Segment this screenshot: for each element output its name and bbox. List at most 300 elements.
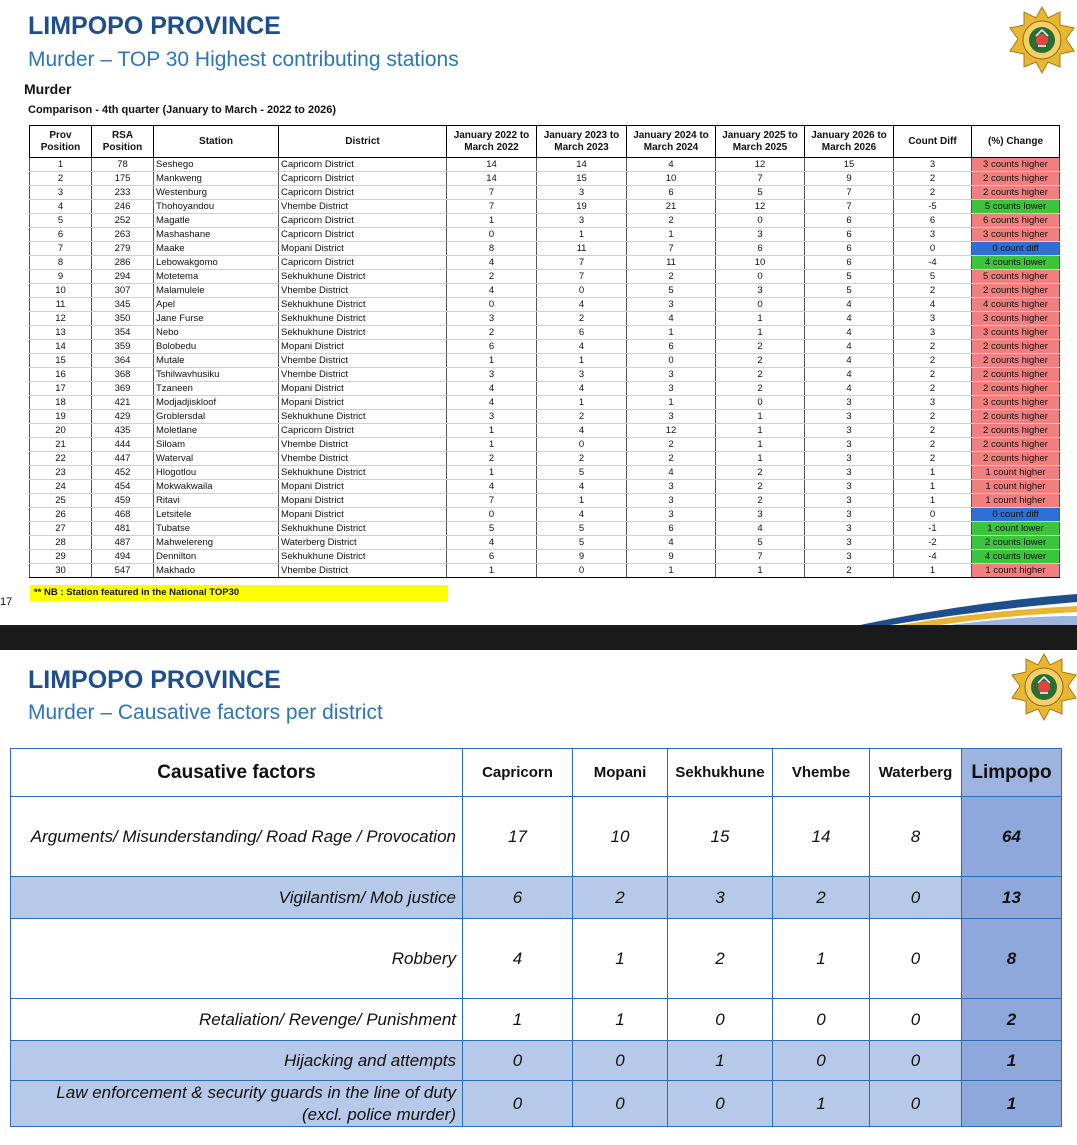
- station-row: [30, 452, 1060, 466]
- table-cell: 4: [627, 466, 716, 480]
- table-cell: 5: [30, 214, 92, 228]
- table-cell: Sekhukhune District: [279, 312, 447, 326]
- table-cell: 2 counts higher: [972, 452, 1060, 466]
- table-cell: 2: [716, 480, 805, 494]
- table-cell: 14: [30, 340, 92, 354]
- table-cell: 1: [447, 466, 537, 480]
- table-cell: Magatle: [154, 214, 279, 228]
- district-value: 1: [463, 999, 573, 1041]
- table-cell: 1: [716, 564, 805, 578]
- table-cell: 7: [716, 172, 805, 186]
- district-value: 2: [773, 877, 870, 919]
- station-row: [30, 256, 1060, 270]
- table-cell: 5: [716, 536, 805, 550]
- table-cell: 3: [627, 382, 716, 396]
- top30-header-row: [30, 126, 1060, 158]
- table-cell: Vhembe District: [279, 368, 447, 382]
- district-value: 0: [870, 999, 962, 1041]
- table-cell: 252: [92, 214, 154, 228]
- table-cell: 444: [92, 438, 154, 452]
- table-cell: Lebowakgomo: [154, 256, 279, 270]
- table-cell: 1: [537, 396, 627, 410]
- table-cell: 369: [92, 382, 154, 396]
- table-cell: 4: [805, 382, 894, 396]
- table-cell: 2 counts higher: [972, 382, 1060, 396]
- table-cell: 11: [627, 256, 716, 270]
- table-cell: 3 counts higher: [972, 326, 1060, 340]
- table-cell: 3: [805, 494, 894, 508]
- table-cell: 0: [447, 508, 537, 522]
- col-header: Mopani: [573, 749, 668, 797]
- table-cell: 10: [627, 172, 716, 186]
- table-cell: Capricorn District: [279, 214, 447, 228]
- table-cell: Vhembe District: [279, 452, 447, 466]
- table-cell: 2: [716, 340, 805, 354]
- station-row: [30, 480, 1060, 494]
- table-cell: 2 counts higher: [972, 354, 1060, 368]
- district-value: 17: [463, 797, 573, 877]
- table-cell: 3 counts higher: [972, 228, 1060, 242]
- table-cell: 4 counts lower: [972, 550, 1060, 564]
- table-cell: 3: [716, 508, 805, 522]
- table-cell: Mopani District: [279, 340, 447, 354]
- table-cell: 4: [805, 312, 894, 326]
- table-cell: 2 counts higher: [972, 172, 1060, 186]
- table-cell: 246: [92, 200, 154, 214]
- district-value: 15: [668, 797, 773, 877]
- table-cell: 3: [627, 410, 716, 424]
- station-row: [30, 158, 1060, 172]
- district-value: 0: [870, 1081, 962, 1127]
- table-cell: 0: [447, 228, 537, 242]
- table-cell: 2: [716, 354, 805, 368]
- table-cell: 8: [447, 242, 537, 256]
- col-header: Limpopo: [962, 749, 1062, 797]
- col-header: Causative factors: [11, 749, 463, 797]
- table-cell: 2: [894, 382, 972, 396]
- table-cell: Vhembe District: [279, 200, 447, 214]
- station-row: [30, 172, 1060, 186]
- table-cell: 5: [537, 466, 627, 480]
- table-cell: -4: [894, 550, 972, 564]
- table-cell: Jane Furse: [154, 312, 279, 326]
- table-cell: Mahwelereng: [154, 536, 279, 550]
- station-row: [30, 368, 1060, 382]
- station-row: [30, 228, 1060, 242]
- table-cell: Dennilton: [154, 550, 279, 564]
- table-cell: 3: [627, 480, 716, 494]
- decorative-swoosh: [860, 580, 1077, 625]
- table-cell: Sekhukhune District: [279, 326, 447, 340]
- table-cell: 6: [805, 256, 894, 270]
- table-cell: 2: [894, 438, 972, 452]
- table-cell: Mutale: [154, 354, 279, 368]
- table-cell: 279: [92, 242, 154, 256]
- table-cell: Mopani District: [279, 242, 447, 256]
- table-cell: Vhembe District: [279, 438, 447, 452]
- district-value: 1: [773, 919, 870, 999]
- table-cell: Vhembe District: [279, 354, 447, 368]
- district-value: 0: [573, 1081, 668, 1127]
- page-number: 17: [0, 596, 13, 608]
- table-cell: 6: [805, 242, 894, 256]
- table-cell: 25: [30, 494, 92, 508]
- table-cell: 3: [805, 424, 894, 438]
- table-cell: Mopani District: [279, 494, 447, 508]
- table-cell: 2: [805, 564, 894, 578]
- col-header: Station: [154, 126, 279, 158]
- table-cell: 286: [92, 256, 154, 270]
- table-cell: 1: [447, 438, 537, 452]
- col-header: Capricorn: [463, 749, 573, 797]
- table-cell: Sekhukhune District: [279, 298, 447, 312]
- table-cell: 3: [447, 368, 537, 382]
- factor-label: Arguments/ Misunderstanding/ Road Rage / Provocation: [11, 797, 463, 877]
- col-header: (%) Change: [972, 126, 1060, 158]
- table-cell: 3: [447, 410, 537, 424]
- table-cell: 0: [627, 354, 716, 368]
- limpopo-total: 2: [962, 999, 1062, 1041]
- table-cell: 459: [92, 494, 154, 508]
- table-cell: Letsitele: [154, 508, 279, 522]
- top30-table: [29, 125, 1060, 578]
- table-cell: 421: [92, 396, 154, 410]
- table-cell: 3: [537, 214, 627, 228]
- table-cell: 263: [92, 228, 154, 242]
- table-cell: 175: [92, 172, 154, 186]
- col-header: Count Diff: [894, 126, 972, 158]
- district-value: 1: [773, 1081, 870, 1127]
- factor-label: Robbery: [11, 919, 463, 999]
- table-cell: Makhado: [154, 564, 279, 578]
- table-cell: 0 count diff: [972, 508, 1060, 522]
- station-row: [30, 508, 1060, 522]
- table-cell: 7: [627, 242, 716, 256]
- table-cell: 2: [894, 340, 972, 354]
- table-cell: 4: [805, 340, 894, 354]
- table-cell: 6: [447, 340, 537, 354]
- station-row: [30, 312, 1060, 326]
- table-cell: 6: [894, 214, 972, 228]
- table-cell: 1: [894, 564, 972, 578]
- table-cell: 19: [30, 410, 92, 424]
- table-cell: 4: [537, 298, 627, 312]
- table-cell: 2 counts lower: [972, 536, 1060, 550]
- station-row: [30, 214, 1060, 228]
- table-cell: 5 counts higher: [972, 270, 1060, 284]
- table-cell: 2: [716, 466, 805, 480]
- table-cell: 0: [894, 242, 972, 256]
- table-cell: Bolobedu: [154, 340, 279, 354]
- table-cell: 11: [30, 298, 92, 312]
- table-cell: 3: [805, 508, 894, 522]
- district-value: 4: [463, 919, 573, 999]
- table-cell: 452: [92, 466, 154, 480]
- table-cell: 15: [537, 172, 627, 186]
- table-cell: 0: [447, 298, 537, 312]
- table-cell: 10: [716, 256, 805, 270]
- table-cell: 4: [447, 382, 537, 396]
- table-cell: 3: [30, 186, 92, 200]
- table-cell: 5: [805, 270, 894, 284]
- table-cell: 7: [716, 550, 805, 564]
- table-cell: 354: [92, 326, 154, 340]
- table-cell: 3: [627, 298, 716, 312]
- table-cell: 0 count diff: [972, 242, 1060, 256]
- table-cell: 3: [805, 466, 894, 480]
- table-cell: Hlogotlou: [154, 466, 279, 480]
- table-cell: 3: [805, 550, 894, 564]
- table-cell: 4: [805, 354, 894, 368]
- table-cell: 2: [716, 368, 805, 382]
- table-cell: 2 counts higher: [972, 340, 1060, 354]
- limpopo-total: 1: [962, 1081, 1062, 1127]
- province-title: LIMPOPO PROVINCE: [28, 12, 281, 40]
- table-cell: Mokwakwaila: [154, 480, 279, 494]
- table-cell: 78: [92, 158, 154, 172]
- table-cell: 6: [627, 186, 716, 200]
- table-cell: 20: [30, 424, 92, 438]
- station-row: [30, 466, 1060, 480]
- table-cell: Mankweng: [154, 172, 279, 186]
- table-cell: 2: [894, 424, 972, 438]
- table-cell: 16: [30, 368, 92, 382]
- table-cell: Sekhukhune District: [279, 410, 447, 424]
- limpopo-total: 1: [962, 1041, 1062, 1081]
- table-cell: Waterval: [154, 452, 279, 466]
- table-cell: 1: [537, 228, 627, 242]
- table-cell: 2: [537, 312, 627, 326]
- table-cell: 1: [894, 466, 972, 480]
- table-cell: 3: [627, 494, 716, 508]
- table-cell: Waterberg District: [279, 536, 447, 550]
- table-cell: 29: [30, 550, 92, 564]
- station-row: [30, 298, 1060, 312]
- table-cell: 22: [30, 452, 92, 466]
- table-cell: 3: [805, 438, 894, 452]
- table-cell: 6: [537, 326, 627, 340]
- table-cell: Nebo: [154, 326, 279, 340]
- table-cell: Vhembe District: [279, 284, 447, 298]
- table-cell: 7: [805, 200, 894, 214]
- table-cell: 2: [894, 284, 972, 298]
- table-cell: 10: [30, 284, 92, 298]
- table-cell: 3: [894, 312, 972, 326]
- table-cell: 0: [716, 396, 805, 410]
- table-cell: 1: [716, 424, 805, 438]
- table-cell: 1: [30, 158, 92, 172]
- table-cell: 4: [30, 200, 92, 214]
- table-cell: 468: [92, 508, 154, 522]
- table-cell: 7: [447, 494, 537, 508]
- table-cell: 12: [30, 312, 92, 326]
- district-value: 14: [773, 797, 870, 877]
- table-cell: 5: [894, 270, 972, 284]
- table-cell: 3: [894, 326, 972, 340]
- table-cell: 1: [537, 494, 627, 508]
- table-cell: 2: [894, 354, 972, 368]
- col-header: RSA Position: [92, 126, 154, 158]
- table-cell: 6: [627, 522, 716, 536]
- table-cell: 3 counts higher: [972, 158, 1060, 172]
- table-cell: 1: [627, 326, 716, 340]
- table-cell: 350: [92, 312, 154, 326]
- district-value: 0: [668, 1081, 773, 1127]
- district-value: 0: [870, 1041, 962, 1081]
- table-cell: 2: [894, 410, 972, 424]
- col-header: January 2024 to March 2024: [627, 126, 716, 158]
- district-value: 0: [463, 1041, 573, 1081]
- table-cell: 2: [537, 410, 627, 424]
- table-cell: 5: [447, 522, 537, 536]
- table-cell: 345: [92, 298, 154, 312]
- station-row: [30, 410, 1060, 424]
- table-cell: Tubatse: [154, 522, 279, 536]
- table-cell: Sekhukhune District: [279, 466, 447, 480]
- table-cell: 454: [92, 480, 154, 494]
- station-row: [30, 340, 1060, 354]
- table-cell: 4: [894, 298, 972, 312]
- table-cell: 7: [805, 186, 894, 200]
- station-row: [30, 424, 1060, 438]
- table-cell: 3: [537, 186, 627, 200]
- table-cell: 1: [627, 564, 716, 578]
- factor-row: [11, 1041, 1062, 1081]
- table-cell: 15: [805, 158, 894, 172]
- table-cell: 4: [627, 312, 716, 326]
- table-cell: 4: [537, 424, 627, 438]
- table-cell: Thohoyandou: [154, 200, 279, 214]
- table-cell: 3: [894, 228, 972, 242]
- district-value: 0: [573, 1041, 668, 1081]
- col-header: Waterberg: [870, 749, 962, 797]
- table-cell: 307: [92, 284, 154, 298]
- table-cell: 3: [537, 368, 627, 382]
- col-header: January 2022 to March 2022: [447, 126, 537, 158]
- table-cell: Siloam: [154, 438, 279, 452]
- table-cell: 1: [447, 424, 537, 438]
- table-cell: 4: [447, 284, 537, 298]
- district-value: 0: [773, 1041, 870, 1081]
- station-row: [30, 396, 1060, 410]
- table-cell: 7: [537, 270, 627, 284]
- col-header: Vhembe: [773, 749, 870, 797]
- factor-label: Hijacking and attempts: [11, 1041, 463, 1081]
- table-cell: 11: [537, 242, 627, 256]
- limpopo-total: 64: [962, 797, 1062, 877]
- table-cell: -2: [894, 536, 972, 550]
- table-cell: Apel: [154, 298, 279, 312]
- table-cell: 3: [627, 368, 716, 382]
- comparison-label: Comparison - 4th quarter (January to March - 2022 to 2026): [28, 104, 337, 116]
- table-cell: 1: [537, 354, 627, 368]
- table-cell: Moletlane: [154, 424, 279, 438]
- table-cell: 3 counts higher: [972, 312, 1060, 326]
- table-cell: 1 count lower: [972, 522, 1060, 536]
- table-cell: 4: [537, 340, 627, 354]
- table-cell: Capricorn District: [279, 256, 447, 270]
- table-cell: 294: [92, 270, 154, 284]
- station-row: [30, 186, 1060, 200]
- table-cell: -1: [894, 522, 972, 536]
- table-cell: 1: [716, 452, 805, 466]
- district-value: 0: [463, 1081, 573, 1127]
- table-cell: 2: [447, 326, 537, 340]
- table-cell: Westenburg: [154, 186, 279, 200]
- station-row: [30, 382, 1060, 396]
- table-cell: 4: [537, 508, 627, 522]
- district-value: 6: [463, 877, 573, 919]
- table-cell: Motetema: [154, 270, 279, 284]
- station-row: [30, 354, 1060, 368]
- table-cell: 3: [716, 284, 805, 298]
- table-cell: 1: [716, 326, 805, 340]
- table-cell: 7: [30, 242, 92, 256]
- table-cell: 1: [447, 214, 537, 228]
- table-cell: Mopani District: [279, 508, 447, 522]
- table-cell: 14: [537, 158, 627, 172]
- table-cell: 481: [92, 522, 154, 536]
- district-value: 0: [773, 999, 870, 1041]
- table-cell: 7: [447, 186, 537, 200]
- table-cell: Tshilwavhusiku: [154, 368, 279, 382]
- table-cell: 3: [805, 396, 894, 410]
- station-row: [30, 242, 1060, 256]
- district-value: 0: [870, 877, 962, 919]
- table-cell: Groblersdal: [154, 410, 279, 424]
- district-value: 2: [668, 919, 773, 999]
- table-cell: Modjadjiskloof: [154, 396, 279, 410]
- table-cell: 0: [716, 298, 805, 312]
- station-row: [30, 494, 1060, 508]
- table-cell: 2 counts higher: [972, 368, 1060, 382]
- district-value: 10: [573, 797, 668, 877]
- table-cell: 2 counts higher: [972, 438, 1060, 452]
- table-cell: 18: [30, 396, 92, 410]
- table-cell: 3: [894, 396, 972, 410]
- limpopo-total: 8: [962, 919, 1062, 999]
- table-cell: 435: [92, 424, 154, 438]
- table-cell: 1: [716, 410, 805, 424]
- factor-row: [11, 1081, 1062, 1127]
- table-cell: 3: [805, 480, 894, 494]
- table-cell: 4: [627, 158, 716, 172]
- station-row: [30, 564, 1060, 578]
- table-cell: 1 count higher: [972, 494, 1060, 508]
- table-cell: 1: [716, 312, 805, 326]
- slide-subtitle: Murder – TOP 30 Highest contributing stations: [28, 48, 459, 71]
- col-header: January 2025 to March 2025: [716, 126, 805, 158]
- saps-star-badge-icon: [1010, 653, 1077, 721]
- table-cell: 2 counts higher: [972, 186, 1060, 200]
- table-cell: 24: [30, 480, 92, 494]
- table-cell: Maake: [154, 242, 279, 256]
- slide-causative-factors: [0, 650, 1077, 1145]
- table-cell: 1: [447, 564, 537, 578]
- table-cell: 9: [537, 550, 627, 564]
- factor-row: [11, 919, 1062, 999]
- table-cell: 2: [30, 172, 92, 186]
- table-cell: 17: [30, 382, 92, 396]
- table-cell: 23: [30, 466, 92, 480]
- table-cell: Mashashane: [154, 228, 279, 242]
- table-cell: 8: [30, 256, 92, 270]
- table-cell: 2: [627, 270, 716, 284]
- table-cell: 21: [627, 200, 716, 214]
- table-cell: 233: [92, 186, 154, 200]
- col-header: Sekhukhune: [668, 749, 773, 797]
- table-cell: 447: [92, 452, 154, 466]
